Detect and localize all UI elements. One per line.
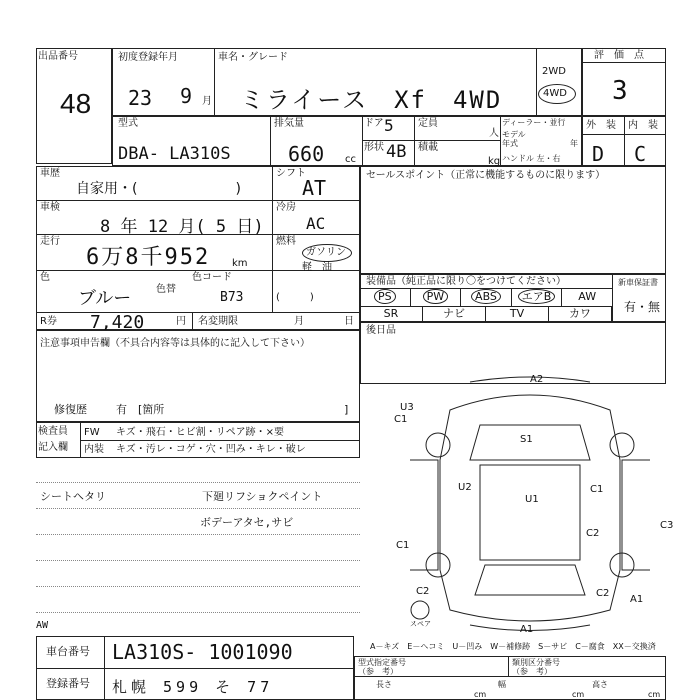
- equipment-item: PW: [411, 289, 462, 306]
- interior-inspect-items: キズ・汚レ・コゲ・穴・凹み・キレ・破レ: [116, 444, 306, 455]
- inspection-value: 8 年 12 月( 5 日): [100, 217, 264, 237]
- fuel-diesel: 軽 油: [302, 262, 332, 273]
- fuel-other: ( ): [276, 292, 314, 303]
- mark-c2-right: C2: [586, 528, 600, 539]
- capacity-unit: 人: [489, 128, 499, 139]
- equipment-item: カワ: [549, 306, 612, 322]
- rear-window: [475, 565, 585, 595]
- mileage-label: 走行: [40, 236, 60, 247]
- lot-number: 48: [60, 88, 92, 119]
- equipment-item: エアB: [512, 289, 563, 306]
- drive-2wd: 2WD: [542, 66, 566, 77]
- model-value: DBA- LA310S: [118, 144, 231, 164]
- mileage-value: 6万8千952: [86, 245, 211, 270]
- fuel-label: 燃料: [276, 236, 296, 247]
- car-name-label: 車名・グレード: [218, 52, 288, 63]
- inspector-label-2: 記入欄: [38, 442, 68, 453]
- recycle-label: R券: [40, 316, 57, 327]
- equipment-item: AW: [578, 290, 597, 303]
- score-value: 3: [612, 76, 628, 106]
- shape-label: 形状: [364, 142, 384, 153]
- mark-c1-left: C1: [394, 414, 408, 425]
- month-unit: 月: [202, 96, 212, 107]
- equipment-item: SR: [360, 306, 423, 322]
- expire-month: 月: [294, 316, 304, 327]
- width-label: 幅: [498, 680, 506, 689]
- recycle-unit: 円: [176, 316, 186, 327]
- model-year-label: モデル: [502, 130, 526, 139]
- exterior-value: D: [592, 142, 605, 166]
- selling-point-label: セールスポイント（正常に機能するものに限ります）: [366, 170, 606, 181]
- ac-label: 冷房: [276, 202, 296, 213]
- warranty-value: 有・無: [624, 300, 661, 314]
- length-unit: cm: [474, 690, 487, 699]
- interior-inspect-label: 内装: [84, 444, 104, 455]
- model-label: 型式: [118, 118, 138, 129]
- drive-4wd: 4WD: [543, 88, 567, 99]
- registration-label: 登録番号: [46, 677, 90, 690]
- fw-items: キズ・飛石・ヒビ割・リペア跡・×要: [116, 427, 284, 438]
- reg-month: 9: [180, 84, 193, 108]
- mileage-unit: km: [232, 258, 248, 269]
- load-unit: kg: [488, 156, 501, 167]
- equipment-title: 装備品（純正品に限り〇をつけてください）: [366, 276, 566, 287]
- class-label: 類別区分番号: [512, 658, 560, 667]
- class-ref: （参 考）: [512, 667, 552, 676]
- color-code-value: B73: [220, 290, 244, 305]
- spare-label: スペア: [410, 620, 431, 628]
- remark-aw: AW: [36, 620, 49, 631]
- chassis-label: 車台番号: [46, 645, 90, 658]
- mark-u2: U2: [458, 482, 472, 493]
- exterior-label: 外 装: [586, 120, 616, 131]
- lot-label: 出品番号: [38, 51, 78, 62]
- interior-label: 内 装: [628, 120, 658, 131]
- spare-tire: [411, 601, 429, 619]
- interior-value: C: [634, 142, 647, 166]
- width-unit: cm: [572, 690, 585, 699]
- type-ref: （参 考）: [358, 667, 398, 676]
- car-body-outline: [440, 395, 620, 621]
- inspection-label: 車検: [40, 202, 60, 213]
- dealer-label: ディーラー・並行: [502, 118, 566, 127]
- mark-u3: U3: [400, 402, 414, 413]
- expire-label: 名変期限: [198, 316, 238, 327]
- displacement-unit: cc: [345, 154, 356, 165]
- recycle-value: 7,420: [90, 312, 145, 333]
- expire-day: 日: [344, 316, 354, 327]
- reg-year: 23: [128, 86, 153, 110]
- equipment-item: PS: [360, 289, 411, 306]
- chassis-value: LA310S- 1001090: [112, 640, 293, 664]
- mark-a1: A1: [520, 624, 534, 635]
- handle-label: ハンドル 左・右: [502, 154, 561, 163]
- height-unit: cm: [648, 690, 661, 699]
- ac-value: AC: [306, 214, 326, 233]
- inspector-label-1: 検査員: [38, 426, 68, 437]
- color-code-label: 色コード: [192, 272, 232, 283]
- load-label: 積載: [418, 142, 438, 153]
- diagram-legend: A－キズ E－ヘコミ U－凹み W－補修跡 S－サビ C－腐食 XX－交換済: [370, 642, 656, 651]
- repair-history-value: 有 [箇所: [116, 403, 165, 416]
- fuel-gasoline: ガソリン: [306, 247, 346, 258]
- color-label: 色: [40, 272, 50, 283]
- equipment-item: TV: [486, 306, 549, 322]
- mark-c1-right: C1: [590, 484, 604, 495]
- mark-c2-rear: C2: [596, 588, 610, 599]
- wheel-front-right: [610, 433, 634, 457]
- selling-point-box: [360, 166, 666, 274]
- door-value: 5: [384, 116, 394, 135]
- warranty-label: 新車保証書: [618, 278, 658, 287]
- history-value: 自家用・( ): [76, 181, 241, 197]
- car-name-value: ミライース Xf 4WD: [240, 86, 503, 114]
- mark-c1-lower: C1: [396, 540, 410, 551]
- equipment-item: ナビ: [423, 306, 486, 322]
- mark-a1-right: A1: [630, 594, 644, 605]
- later-items-label: 後日品: [366, 325, 396, 336]
- history-label: 車歴: [40, 168, 60, 179]
- wheel-front-left: [426, 433, 450, 457]
- height-label: 高さ: [592, 680, 608, 689]
- fw-label: FW: [84, 427, 100, 438]
- registration-value: 札幌 599 そ 77: [112, 678, 274, 696]
- mark-u1: U1: [525, 494, 539, 505]
- roof: [480, 465, 580, 560]
- equipment-item: ABS: [461, 289, 512, 306]
- shift-label: シフト: [276, 168, 306, 179]
- year-unit: 年: [570, 139, 578, 148]
- remark-right-1: 下廻リフショクペイント: [202, 490, 323, 503]
- mark-a2: A2: [530, 374, 544, 385]
- equipment-row-2: [360, 306, 612, 322]
- reg-date-label: 初度登録年月: [118, 52, 178, 63]
- displacement-label: 排気量: [274, 118, 304, 129]
- type-label: 型式指定番号: [358, 658, 406, 667]
- repair-history-close: ]: [344, 403, 349, 416]
- car-diagram: [380, 370, 680, 640]
- color-value: ブルー: [78, 288, 132, 309]
- mark-s1: S1: [520, 434, 533, 445]
- length-label: 長さ: [376, 680, 392, 689]
- remark-left: シートヘタリ: [40, 490, 106, 503]
- equipment-row-1: [360, 289, 612, 306]
- color-change-label: 色替: [156, 284, 176, 295]
- remark-right-2: ボデーアタセ,サビ: [200, 516, 294, 529]
- score-label: 評 価 点: [594, 50, 644, 61]
- shape-value: 4B: [386, 142, 407, 162]
- mark-c2-lower: C2: [416, 586, 430, 597]
- capacity-label: 定員: [418, 118, 438, 129]
- mark-c3: C3: [660, 520, 674, 531]
- year-label: 年式: [502, 139, 518, 148]
- repair-history-label: 修復歴: [54, 403, 87, 416]
- displacement-value: 660: [288, 142, 325, 166]
- notes-title: 注意事項申告欄（不具合内容等は具体的に記入して下さい）: [40, 338, 310, 349]
- door-label: ドア: [364, 118, 384, 129]
- shift-value: AT: [302, 176, 327, 200]
